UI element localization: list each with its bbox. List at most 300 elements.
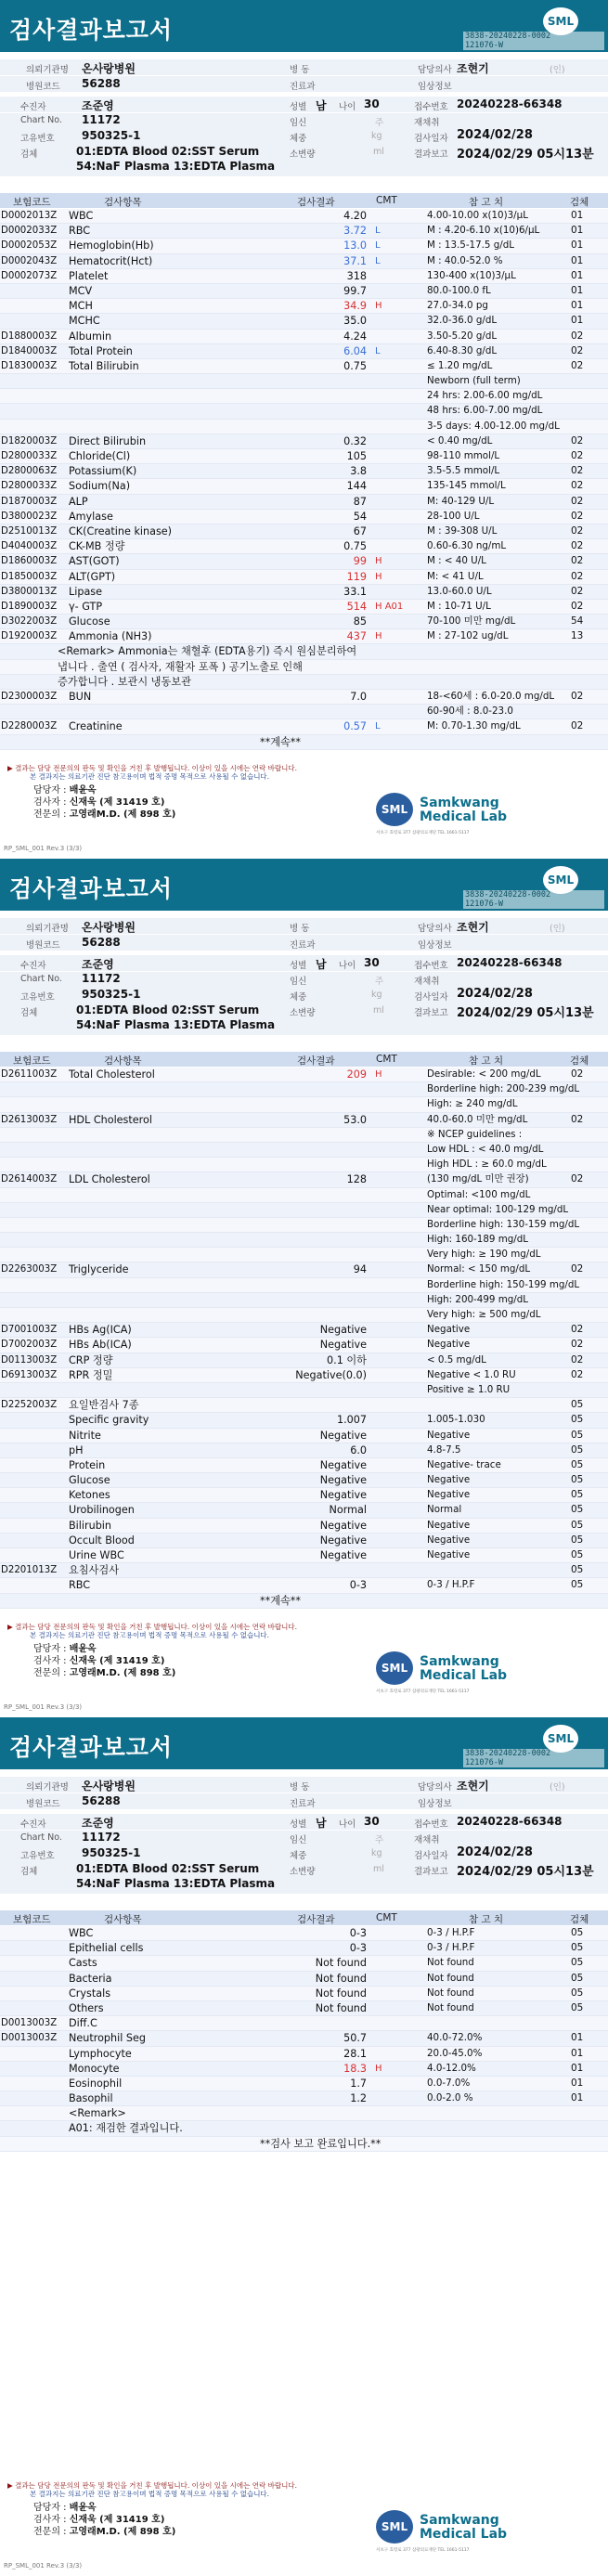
- patient-label: 수진자: [20, 1819, 46, 1830]
- insurance-code: D2201013Z: [1, 1565, 58, 1576]
- table-row: [0, 2077, 608, 2091]
- dept-label: 진료과: [290, 82, 316, 92]
- table-row: [0, 2031, 608, 2046]
- insurance-code: D1920003Z: [1, 631, 58, 642]
- specimen-code: 05: [571, 1504, 584, 1516]
- dept-label: 진료과: [290, 1799, 316, 1809]
- sex-value: 남: [316, 99, 327, 112]
- specialist-label: 전문의 :: [33, 2527, 67, 2537]
- test-item: Total Protein: [69, 344, 133, 357]
- reference-range: 0-3 / H.P.F: [427, 1579, 475, 1591]
- reg-no-label: 고유번호: [20, 992, 55, 1003]
- clinic-label: 임상정보: [418, 82, 452, 92]
- reference-range: M: 40-129 U/L: [427, 495, 495, 507]
- insurance-code: D1850003Z: [1, 571, 58, 582]
- lab-address: 서초구 효령로 377 삼광의료재단 TEL 1661-5117: [376, 831, 470, 835]
- test-item: Bilirubin: [69, 1519, 111, 1532]
- test-item: Albumin: [69, 330, 112, 343]
- specimen-code: 05: [571, 1458, 584, 1470]
- specialist-line: [33, 806, 175, 820]
- table-row: [0, 570, 608, 585]
- test-result: 53.0: [343, 1113, 367, 1126]
- insurance-code: D0002033Z: [1, 226, 58, 237]
- insurance-code: D4040003Z: [1, 541, 58, 552]
- insurance-code: D2280003Z: [1, 721, 58, 732]
- doctor-stamp: (인): [550, 924, 565, 934]
- patient-name-value: 조준영: [82, 958, 114, 971]
- specialist-name: 고영래M.D. (제 898 호): [69, 809, 176, 820]
- result-flag: H: [375, 1069, 382, 1080]
- footer-notice2: 본 결과지는 의료기관 진단 참고용이며 법적 증명 목적으로 사용될 수 없습니다.: [30, 1631, 270, 1639]
- footer-notice2: 본 결과지는 의료기관 진단 참고용이며 법적 증명 목적으로 사용될 수 없습니다.: [30, 772, 270, 781]
- age-value: 30: [364, 97, 380, 110]
- clinic-label: 임상정보: [418, 940, 452, 951]
- tech-label: 담당자 :: [33, 785, 67, 796]
- test-item: Urobilinogen: [69, 1504, 135, 1517]
- reference-range: 3-5 days: 4.00-12.00 mg/dL: [427, 420, 560, 432]
- insurance-code: D3800013Z: [1, 586, 58, 597]
- reference-range: (130 mg/dL 미만 권장): [427, 1173, 529, 1185]
- table-row: [0, 1563, 608, 1578]
- table-row: [0, 1548, 608, 1563]
- test-result: 0.32: [343, 434, 367, 447]
- specimen-code: 05: [571, 1564, 584, 1576]
- specimen-code: 02: [571, 510, 584, 522]
- specimen-code: 05: [571, 1489, 584, 1501]
- result-flag: L: [375, 721, 381, 732]
- insurance-code: D0002013Z: [1, 211, 58, 221]
- table-row: [0, 615, 608, 629]
- test-item: Casts: [69, 1957, 97, 1970]
- test-date-value: 2024/02/28: [457, 987, 533, 1001]
- col-code-header: 보험코드: [13, 197, 51, 208]
- pregnant-unit: 주: [375, 118, 384, 128]
- reference-range: Negative: [427, 1429, 471, 1441]
- test-item: 요침사검사: [69, 1564, 120, 1577]
- header-ref-line2: 121076-W: [465, 41, 503, 50]
- weight-label: 체중: [290, 1851, 307, 1861]
- hospital-code-value: 56288: [82, 936, 121, 949]
- test-item: Total Cholesterol: [69, 1068, 155, 1081]
- specimen-code: 02: [571, 600, 584, 612]
- specimen-code: 02: [571, 330, 584, 342]
- specimen-code: 05: [571, 1549, 584, 1560]
- test-item: Epithelial cells: [69, 1942, 144, 1955]
- col-specimen-header: 검체: [570, 1055, 589, 1067]
- reference-range: 3.50-5.20 g/dL: [427, 330, 498, 342]
- table-row: [0, 1926, 608, 1941]
- specimen-code: 05: [571, 1579, 584, 1591]
- reference-range: M : < 40 U/L: [427, 555, 486, 567]
- test-item: AST(GOT): [69, 555, 120, 568]
- test-result: 99.7: [343, 284, 367, 297]
- table-row: [0, 330, 608, 344]
- reference-range: Not found: [427, 2001, 474, 2013]
- tech-label: 담당자 :: [33, 2503, 67, 2513]
- table-row: [0, 434, 608, 449]
- report-date-value: 2024/02/29 05시13분: [457, 148, 594, 162]
- insurance-code: D0113003Z: [1, 1354, 58, 1366]
- institution-label: 의뢰기관명: [26, 65, 69, 75]
- col-cmt-header: CMT: [376, 195, 397, 206]
- result-flag: H A01: [375, 601, 404, 612]
- specimen-label: 검체: [20, 1867, 38, 1877]
- test-item: 요일반검사 7종: [69, 1399, 139, 1412]
- receipt-no-value: 20240228-66348: [457, 97, 563, 110]
- report-page-3: [0, 1717, 608, 2576]
- receipt-no-value: 20240228-66348: [457, 956, 563, 969]
- lab-name-line1: Samkwang: [420, 796, 499, 810]
- test-item: Lipase: [69, 585, 103, 598]
- specimen-label: 검체: [20, 149, 38, 160]
- reference-range: 40.0-60.0 미만 mg/dL: [427, 1113, 528, 1125]
- col-item-header: 검사항목: [104, 197, 142, 208]
- test-result: 437: [346, 630, 367, 643]
- pregnant-label: 임신: [290, 977, 307, 987]
- test-result: 87: [353, 495, 367, 508]
- table-row: [0, 2047, 608, 2062]
- reference-range: High: 160-189 mg/dL: [427, 1234, 529, 1246]
- report-date-label: 결과보고: [414, 149, 448, 160]
- specimen-code: 05: [571, 1429, 584, 1441]
- footer-notice1: ▶ 결과는 담당 전문의의 판독 및 확인을 거친 후 발행됩니다. 이상이 있을 시에는 연락 바랍니다.: [7, 2481, 297, 2490]
- insurance-code: D6913003Z: [1, 1369, 58, 1380]
- test-item: **계속**: [260, 1594, 301, 1607]
- specimen-code: 02: [571, 555, 584, 567]
- header-ref-line2: 121076-W: [465, 1758, 503, 1767]
- reference-range: < 0.40 mg/dL: [427, 434, 493, 447]
- table-row: [0, 719, 608, 734]
- reference-range: 60-90세 : 8.0-23.0: [427, 705, 513, 718]
- test-result: 514: [346, 600, 367, 613]
- result-rows: [0, 209, 608, 750]
- test-result: 144: [346, 480, 367, 493]
- reference-range: 6.40-8.30 g/dL: [427, 344, 498, 356]
- specialist-label: 전문의 :: [33, 809, 67, 820]
- test-item: Bacteria: [69, 1972, 112, 1985]
- table-row: [0, 314, 608, 329]
- test-result: 85: [353, 615, 367, 628]
- reference-range: 24 hrs: 2.00-6.00 mg/dL: [427, 390, 543, 402]
- patient-label: 수진자: [20, 102, 46, 112]
- lab-name-line1: Samkwang: [420, 1654, 499, 1669]
- test-item: Ketones: [69, 1489, 110, 1502]
- insurance-code: D2614003Z: [1, 1174, 58, 1185]
- test-item: Ammonia (NH3): [69, 630, 152, 643]
- insurance-code: D1820003Z: [1, 435, 58, 447]
- reference-range: M : 27-102 ug/dL: [427, 630, 509, 642]
- sex-label: 성별: [290, 1819, 307, 1830]
- col-result-header: 검사결과: [297, 1055, 335, 1067]
- test-result: 3.72: [343, 225, 367, 238]
- reference-range: Borderline high: 130-159 mg/dL: [427, 1218, 580, 1230]
- insurance-code: D0013003Z: [1, 2018, 58, 2029]
- form-number: RP_SML_001 Rev.3 (3/3): [4, 1703, 83, 1711]
- test-item: Nitrite: [69, 1429, 101, 1442]
- reference-range: Low HDL : < 40.0 mg/dL: [427, 1143, 544, 1155]
- reference-range: Negative: [427, 1474, 471, 1486]
- test-result: Not found: [315, 1957, 367, 1970]
- insurance-code: D3800023Z: [1, 511, 58, 522]
- table-row: [0, 510, 608, 524]
- sml-logo-icon: SML: [543, 866, 578, 894]
- sex-label: 성별: [290, 961, 307, 971]
- insurance-code: D2800033Z: [1, 481, 58, 492]
- specimen-line2: 54:NaF Plasma 13:EDTA Plasma: [76, 160, 276, 173]
- reference-range: High HDL : ≥ 60.0 mg/dL: [427, 1159, 547, 1171]
- specimen-code: 02: [571, 1263, 584, 1275]
- specimen-code: 01: [571, 2062, 584, 2074]
- reference-range: 4.0-12.0%: [427, 2062, 476, 2074]
- patient-info: [0, 918, 608, 1041]
- chart-no-label: Chart No.: [20, 115, 62, 125]
- table-row: [0, 629, 608, 644]
- footer-notice2: 본 결과지는 의료기관 진단 참고용이며 법적 증명 목적으로 사용될 수 없습니다.: [30, 2490, 270, 2498]
- table-row: [0, 1293, 608, 1308]
- reference-range: Desirable: < 200 mg/dL: [427, 1068, 541, 1080]
- hospital-no-label: 병원코드: [26, 1799, 60, 1809]
- specimen-code: 01: [571, 2092, 584, 2104]
- reference-range: Negative: [427, 1489, 471, 1501]
- test-result: 0-3: [349, 1942, 367, 1955]
- reference-range: 4.00-10.00 x(10)3/µL: [427, 210, 528, 221]
- table-row: [0, 344, 608, 359]
- test-result: 318: [346, 269, 367, 282]
- specimen-code: 02: [571, 1368, 584, 1380]
- hospital-no-label: 병원코드: [26, 82, 60, 92]
- table-row: [0, 539, 608, 554]
- specimen-code: 05: [571, 1474, 584, 1486]
- specimen-code: 05: [571, 1414, 584, 1426]
- test-item: Triglyceride: [69, 1263, 129, 1276]
- test-item: HBs Ag(ICA): [69, 1324, 132, 1337]
- pregnant-label: 임신: [290, 118, 307, 128]
- table-row: [0, 254, 608, 269]
- table-row: [0, 675, 608, 690]
- table-row: [0, 2137, 608, 2152]
- table-row: [0, 479, 608, 494]
- test-result: Negative: [319, 1474, 367, 1487]
- test-item: RBC: [69, 225, 91, 238]
- reference-range: 20.0-45.0%: [427, 2047, 483, 2059]
- lab-name-line2: Medical Lab: [420, 809, 508, 824]
- test-result: 105: [346, 450, 367, 462]
- header-reference: [463, 890, 604, 909]
- col-cmt-header: CMT: [376, 1054, 397, 1065]
- result-flag: H: [375, 631, 382, 642]
- test-item: pH: [69, 1443, 84, 1456]
- test-result: 34.9: [343, 300, 367, 313]
- doctor-label: 담당의사: [418, 924, 452, 934]
- reference-range: 70-100 미만 mg/dL: [427, 615, 516, 628]
- reference-range: Very high: ≥ 190 mg/dL: [427, 1249, 541, 1261]
- report-date-label: 결과보고: [414, 1008, 448, 1018]
- test-item: Potassium(K): [69, 465, 137, 478]
- report-date-value: 2024/02/29 05시13분: [457, 1006, 594, 1020]
- specimen-code: 02: [571, 1173, 584, 1185]
- table-row: [0, 1308, 608, 1323]
- tech-name: 배윤옥: [69, 785, 97, 796]
- reference-range: 80.0-100.0 fL: [427, 284, 491, 296]
- test-item: γ- GTP: [69, 600, 103, 613]
- urine-label: 소변량: [290, 1867, 316, 1877]
- insurance-code: D2800033Z: [1, 451, 58, 461]
- insurance-code: D1860003Z: [1, 556, 58, 567]
- sml-logo-icon: SML: [543, 1725, 578, 1753]
- result-rows: [0, 1068, 608, 1609]
- test-result: Not found: [315, 1987, 367, 2000]
- table-row: [0, 1097, 608, 1112]
- specimen-code: 02: [571, 585, 584, 597]
- specimen-code: 05: [571, 1987, 584, 1999]
- table-row: [0, 1941, 608, 1956]
- specimen-code: 01: [571, 2047, 584, 2059]
- reference-range: 18-<60세 : 6.0-20.0 mg/dL: [427, 691, 555, 702]
- specimen-code: 05: [571, 1942, 584, 1954]
- urine-unit: ml: [373, 147, 384, 157]
- report-footer: [0, 763, 608, 856]
- test-result: 0.1 이하: [327, 1353, 367, 1366]
- reference-range: 40.0-72.0%: [427, 2032, 483, 2044]
- examiner-label: 검사자 :: [33, 1656, 67, 1666]
- reference-range: Optimal: <100 mg/dL: [427, 1188, 531, 1200]
- reference-range: 3.5-5.5 mmol/L: [427, 465, 500, 477]
- table-row: [0, 1203, 608, 1218]
- table-row: [0, 1082, 608, 1097]
- specimen-line1: 01:EDTA Blood 02:SST Serum: [76, 145, 260, 158]
- reference-range: Negative: [427, 1534, 471, 1546]
- reference-range: Negative: [427, 1339, 471, 1351]
- weight-label: 체중: [290, 134, 307, 144]
- insurance-code: D1870003Z: [1, 496, 58, 507]
- specimen-code: 05: [571, 1927, 584, 1938]
- insurance-code: D2613003Z: [1, 1114, 58, 1125]
- title-bar: [0, 0, 608, 52]
- specimen-code: 02: [571, 524, 584, 537]
- header-reference: [463, 32, 604, 50]
- reference-range: High: ≥ 240 mg/dL: [427, 1098, 518, 1110]
- table-row: [0, 464, 608, 479]
- test-result: 4.24: [343, 330, 367, 343]
- reference-range: Near optimal: 100-129 mg/dL: [427, 1203, 569, 1215]
- result-flag: L: [375, 345, 381, 356]
- test-result: 3.8: [350, 465, 367, 478]
- table-row: [0, 2016, 608, 2031]
- reference-range: Not found: [427, 1987, 474, 1999]
- patient-info: [0, 59, 608, 182]
- age-label: 나이: [339, 102, 356, 112]
- test-result: 18.3: [343, 2062, 367, 2075]
- col-code-header: 보험코드: [13, 1914, 51, 1925]
- table-row: [0, 585, 608, 600]
- test-result: Not found: [315, 1972, 367, 1985]
- test-item: Monocyte: [69, 2062, 120, 2075]
- form-number: RP_SML_001 Rev.3 (3/3): [4, 2562, 83, 2570]
- test-result: 33.1: [343, 585, 367, 598]
- reference-range: Negative- trace: [427, 1458, 501, 1470]
- header-ref-line2: 121076-W: [465, 900, 503, 909]
- hospital-code-value: 56288: [82, 77, 121, 90]
- table-row: [0, 1188, 608, 1203]
- specimen-code: 02: [571, 344, 584, 356]
- test-item: CK(Creatine kinase): [69, 524, 173, 537]
- test-result: Normal: [329, 1504, 367, 1517]
- result-flag: L: [375, 255, 381, 266]
- clinic-label: 임상정보: [418, 1799, 452, 1809]
- reference-range: 48 hrs: 6.00-7.00 mg/dL: [427, 405, 543, 417]
- table-row: [0, 449, 608, 464]
- patient-label: 수진자: [20, 961, 46, 971]
- header-ref-line1: 3838-20240228-0002: [465, 1749, 551, 1758]
- reference-range: 0-3 / H.P.F: [427, 1942, 475, 1954]
- test-item: LDL Cholesterol: [69, 1173, 150, 1186]
- examiner-label: 검사자 :: [33, 2515, 67, 2525]
- reference-range: 0.60-6.30 ng/mL: [427, 540, 507, 552]
- title-bar: [0, 859, 608, 911]
- sml-logo-icon: SML: [543, 7, 578, 35]
- specimen-code: 02: [571, 1353, 584, 1366]
- test-result: 6.0: [350, 1443, 367, 1456]
- reference-range: M: < 41 U/L: [427, 570, 484, 582]
- specialist-line: [33, 2523, 175, 2537]
- test-result: Negative: [319, 1458, 367, 1471]
- specimen-code: 02: [571, 434, 584, 447]
- table-row: [0, 1233, 608, 1248]
- test-item: WBC: [69, 210, 94, 222]
- doctor-label: 담당의사: [418, 65, 452, 75]
- table-header: [0, 1910, 608, 1925]
- reference-range: Negative: [427, 1549, 471, 1560]
- specimen-code: 05: [571, 1519, 584, 1531]
- table-row: [0, 1248, 608, 1262]
- specimen-code: 01: [571, 269, 584, 281]
- urine-label: 소변량: [290, 149, 316, 160]
- table-row: [0, 269, 608, 284]
- insurance-code: D1880003Z: [1, 330, 58, 342]
- table-row: [0, 1473, 608, 1488]
- reference-range: High: 200-499 mg/dL: [427, 1293, 529, 1305]
- specimen-code: 02: [571, 720, 584, 732]
- test-result: 1.7: [350, 2077, 367, 2090]
- test-item: HDL Cholesterol: [69, 1113, 152, 1126]
- col-specimen-header: 검체: [570, 1914, 589, 1925]
- report-date-value: 2024/02/29 05시13분: [457, 1865, 594, 1879]
- hospital-no-label: 병원코드: [26, 940, 60, 951]
- table-row: [0, 2001, 608, 2016]
- sex-value: 남: [316, 1817, 327, 1830]
- specimen-code: 01: [571, 315, 584, 327]
- table-header: [0, 1052, 608, 1067]
- table-row: [0, 705, 608, 719]
- chart-no-label: Chart No.: [20, 1832, 62, 1843]
- specimen-label: 검체: [20, 1008, 38, 1018]
- specimen-code: 02: [571, 480, 584, 492]
- reference-range: 98-110 mmol/L: [427, 450, 500, 461]
- chart-no-value: 11172: [82, 972, 121, 985]
- reference-range: 130-400 x(10)3/µL: [427, 269, 516, 281]
- test-result: 99: [353, 555, 367, 568]
- insurance-code: D2263003Z: [1, 1264, 58, 1275]
- specimen-code: 01: [571, 2032, 584, 2044]
- specimen-code: 01: [571, 225, 584, 237]
- reg-no-label: 고유번호: [20, 1851, 55, 1861]
- specimen-code: 05: [571, 1443, 584, 1456]
- dept-label: 진료과: [290, 940, 316, 951]
- age-label: 나이: [339, 1819, 356, 1830]
- table-row: [0, 1143, 608, 1158]
- urine-unit: ml: [373, 1005, 384, 1016]
- footer-notice1: ▶ 결과는 담당 전문의의 판독 및 확인을 거친 후 발행됩니다. 이상이 있을 시에는 연락 바랍니다.: [7, 764, 297, 772]
